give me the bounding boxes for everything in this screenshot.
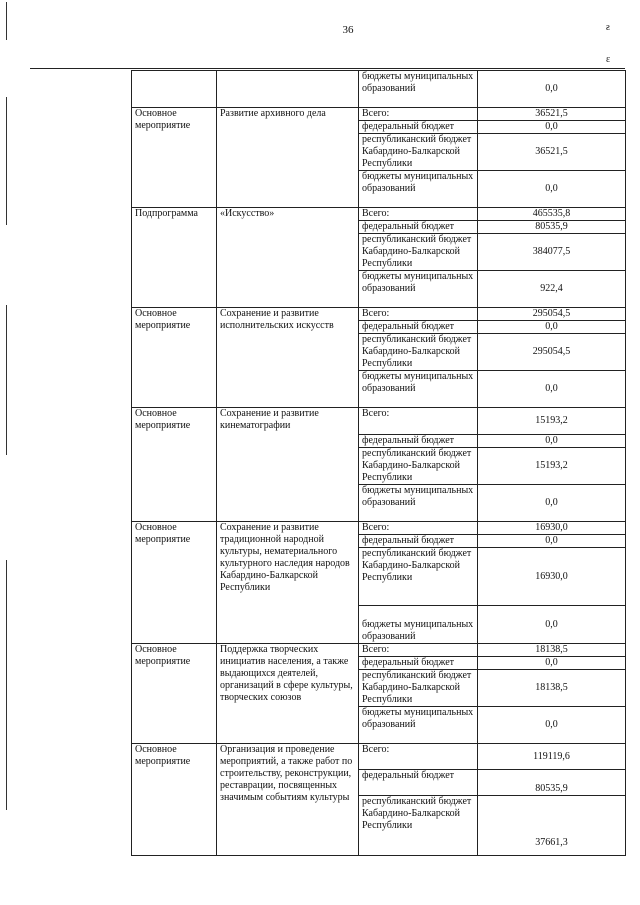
amount-cell: 0,0 bbox=[478, 485, 626, 522]
binding-line bbox=[6, 305, 7, 455]
amount-cell: 36521,5 bbox=[478, 134, 626, 171]
corner-mark: ɛ bbox=[606, 54, 611, 65]
type-cell: Основное мероприятие bbox=[132, 644, 217, 744]
amount-cell: 0,0 bbox=[478, 371, 626, 408]
source-cell: Всего: bbox=[359, 108, 478, 121]
financing-table bbox=[131, 70, 626, 856]
name-cell bbox=[217, 71, 359, 108]
amount-cell: 0,0 bbox=[478, 321, 626, 334]
type-cell: Основное мероприятие bbox=[132, 308, 217, 408]
source-cell: республиканский бюджет Кабардино-Балкарской Республики bbox=[359, 234, 478, 271]
amount-cell: 119119,6 bbox=[478, 744, 626, 770]
amount-cell: 15193,2 bbox=[478, 408, 626, 435]
source-cell: бюджеты муниципальных образований bbox=[359, 171, 478, 208]
financing-table-wrapper bbox=[131, 70, 625, 849]
source-cell: федеральный бюджет bbox=[359, 657, 478, 670]
amount-cell: 18138,5 bbox=[478, 644, 626, 657]
type-cell bbox=[132, 71, 217, 108]
source-cell: федеральный бюджет bbox=[359, 435, 478, 448]
source-cell: бюджеты муниципальных образований bbox=[359, 485, 478, 522]
source-cell: республиканский бюджет Кабардино-Балкарской Республики bbox=[359, 670, 478, 707]
source-cell: республиканский бюджет Кабардино-Балкарской Республики bbox=[359, 448, 478, 485]
source-cell: Всего: bbox=[359, 308, 478, 321]
amount-cell: 80535,9 bbox=[478, 221, 626, 234]
type-cell: Основное мероприятие bbox=[132, 108, 217, 208]
amount-cell: 37661,3 bbox=[478, 796, 626, 856]
type-cell: Основное мероприятие bbox=[132, 408, 217, 522]
table-row bbox=[132, 71, 626, 108]
amount-cell: 295054,5 bbox=[478, 308, 626, 321]
amount-cell: 0,0 bbox=[478, 535, 626, 548]
amount-cell: 18138,5 bbox=[478, 670, 626, 707]
amount-cell: 295054,5 bbox=[478, 334, 626, 371]
source-cell: бюджеты муниципальных образований bbox=[359, 71, 478, 108]
binding-line bbox=[6, 2, 7, 40]
source-cell: Всего: bbox=[359, 744, 478, 770]
amount-cell: 0,0 bbox=[478, 657, 626, 670]
source-cell: Всего: bbox=[359, 408, 478, 435]
source-cell: бюджеты муниципальных образований bbox=[359, 371, 478, 408]
source-cell: бюджеты муниципальных образований bbox=[359, 707, 478, 744]
header-rule bbox=[30, 68, 625, 69]
source-cell: бюджеты муниципальных образований bbox=[359, 606, 478, 644]
source-cell: бюджеты муниципальных образований bbox=[359, 271, 478, 308]
type-cell: Основное мероприятие bbox=[132, 744, 217, 856]
source-cell: Всего: bbox=[359, 208, 478, 221]
amount-cell: 0,0 bbox=[478, 171, 626, 208]
name-cell: «Искусство» bbox=[217, 208, 359, 308]
source-cell: федеральный бюджет bbox=[359, 221, 478, 234]
amount-cell: 922,4 bbox=[478, 271, 626, 308]
amount-cell: 384077,5 bbox=[478, 234, 626, 271]
type-cell: Подпрограмма bbox=[132, 208, 217, 308]
amount-cell: 0,0 bbox=[478, 707, 626, 744]
source-cell: республиканский бюджет Кабардино-Балкарской Республики bbox=[359, 796, 478, 856]
page-number: 36 bbox=[342, 24, 354, 36]
table-row bbox=[132, 208, 626, 221]
source-cell: федеральный бюджет bbox=[359, 770, 478, 796]
amount-cell: 465535,8 bbox=[478, 208, 626, 221]
table-row bbox=[132, 644, 626, 657]
amount-cell: 0,0 bbox=[478, 71, 626, 108]
amount-cell: 15193,2 bbox=[478, 448, 626, 485]
source-cell: Всего: bbox=[359, 644, 478, 657]
amount-cell: 16930,0 bbox=[478, 522, 626, 535]
amount-cell: 0,0 bbox=[478, 606, 626, 644]
corner-mark: ƨ bbox=[606, 22, 610, 33]
source-cell: федеральный бюджет bbox=[359, 321, 478, 334]
name-cell: Сохранение и развитие традиционной народной культуры, нематериального культурного наследия народов Кабардино-Балкарской Республики bbox=[217, 522, 359, 644]
amount-cell: 0,0 bbox=[478, 121, 626, 134]
type-cell: Основное мероприятие bbox=[132, 522, 217, 644]
amount-cell: 36521,5 bbox=[478, 108, 626, 121]
name-cell: Сохранение и развитие кинематографии bbox=[217, 408, 359, 522]
table-row bbox=[132, 522, 626, 535]
table-row bbox=[132, 108, 626, 121]
source-cell: республиканский бюджет Кабардино-Балкарской Республики bbox=[359, 334, 478, 371]
amount-cell: 80535,9 bbox=[478, 770, 626, 796]
source-cell: федеральный бюджет bbox=[359, 121, 478, 134]
source-cell: республиканский бюджет Кабардино-Балкарской Республики bbox=[359, 548, 478, 606]
table-row bbox=[132, 408, 626, 435]
source-cell: республиканский бюджет Кабардино-Балкарской Республики bbox=[359, 134, 478, 171]
name-cell: Развитие архивного дела bbox=[217, 108, 359, 208]
source-cell: Всего: bbox=[359, 522, 478, 535]
table-row bbox=[132, 308, 626, 321]
table-row bbox=[132, 744, 626, 770]
binding-line bbox=[6, 97, 7, 225]
name-cell: Сохранение и развитие исполнительских искусств bbox=[217, 308, 359, 408]
amount-cell: 0,0 bbox=[478, 435, 626, 448]
source-cell: федеральный бюджет bbox=[359, 535, 478, 548]
binding-line bbox=[6, 560, 7, 810]
amount-cell: 16930,0 bbox=[478, 548, 626, 606]
name-cell: Организация и проведение мероприятий, а также работ по строительству, реконструкции, реставрации, посвященных значимым событиям культуры bbox=[217, 744, 359, 856]
name-cell: Поддержка творческих инициатив населения, а также выдающихся деятелей, организаций в сфере культуры, творческих союзов bbox=[217, 644, 359, 744]
